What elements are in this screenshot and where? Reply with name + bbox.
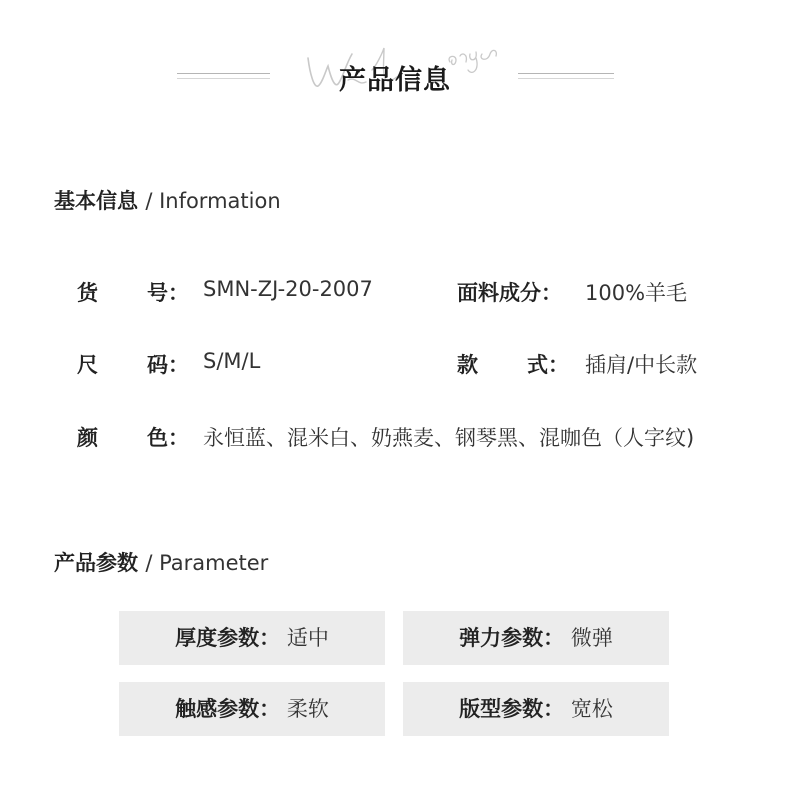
basic-info-heading <box>54 185 281 215</box>
param-elasticity-value: 微弹 <box>570 626 613 650</box>
info-row-color <box>0 422 790 452</box>
sku-value: SMN-ZJ-20-2007 <box>203 277 373 301</box>
params-heading-cn: 产品参数 <box>54 551 138 575</box>
size-label-1: 尺 <box>77 353 98 377</box>
basic-info-heading-cn: 基本信息 <box>54 189 138 213</box>
info-row-sku <box>0 277 790 307</box>
color-value: 永恒蓝、混米白、奶燕麦、钢琴黑、混咖色（人字纹) <box>203 426 695 450</box>
params-heading <box>54 547 268 577</box>
sku-label-1: 货 <box>77 281 98 305</box>
style-label-1: 款 <box>457 353 478 377</box>
param-touch-label: 触感参数： <box>175 697 281 721</box>
style-value: 插肩/中长款 <box>585 353 698 377</box>
param-thickness-label: 厚度参数： <box>175 626 281 650</box>
param-elasticity <box>403 611 669 665</box>
size-value: S/M/L <box>203 349 261 373</box>
fabric-label: 面料成分： <box>457 281 562 305</box>
fabric-value: 100%羊毛 <box>585 281 688 305</box>
param-touch-value: 柔软 <box>286 697 329 721</box>
page-header <box>0 40 790 110</box>
color-label-2: 色： <box>147 426 189 450</box>
info-row-size <box>0 349 790 379</box>
param-touch <box>119 682 385 736</box>
param-fit <box>403 682 669 736</box>
param-elasticity-label: 弹力参数： <box>459 626 565 650</box>
param-thickness <box>119 611 385 665</box>
sku-label-2: 号： <box>147 281 189 305</box>
header-rule-right <box>518 73 614 79</box>
basic-info-heading-en: / Information <box>145 189 281 213</box>
page-title: 产品信息 <box>339 65 451 96</box>
params-heading-en: / Parameter <box>145 551 269 575</box>
param-thickness-value: 适中 <box>286 626 329 650</box>
size-label-2: 码： <box>147 353 189 377</box>
param-fit-label: 版型参数： <box>459 697 565 721</box>
style-label-2: 式： <box>527 353 569 377</box>
param-fit-value: 宽松 <box>570 697 613 721</box>
color-label-1: 颜 <box>77 426 98 450</box>
